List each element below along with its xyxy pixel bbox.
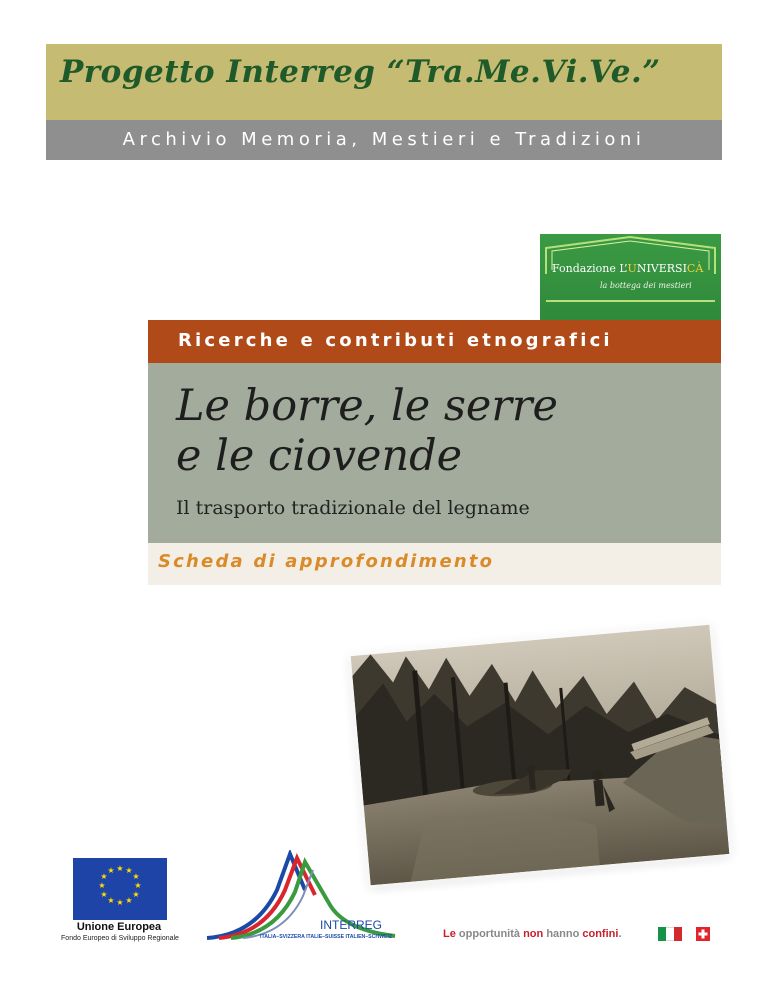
svg-text:★: ★ xyxy=(100,890,108,899)
svg-text:★: ★ xyxy=(98,881,106,890)
fondazione-tagline: la bottega dei mestieri xyxy=(600,281,692,290)
swiss-flag-icon xyxy=(696,927,710,941)
fondazione-logo xyxy=(540,234,721,320)
document-title-line1: Le borre, le serre xyxy=(176,381,558,431)
svg-text:★: ★ xyxy=(125,896,133,905)
subheader-band xyxy=(46,120,722,160)
document-title-line2: e le ciovende xyxy=(176,431,463,481)
italy-flag-icon xyxy=(658,927,682,941)
svg-text:★: ★ xyxy=(125,866,133,875)
svg-text:★: ★ xyxy=(134,881,142,890)
historic-photo xyxy=(351,625,730,886)
svg-text:★: ★ xyxy=(107,866,115,875)
note-label: Scheda di approfondimento xyxy=(158,551,495,572)
interreg-wordmark: INTERREG xyxy=(320,918,383,932)
eu-title: Unione Europea xyxy=(76,921,162,933)
eu-flag-icon xyxy=(73,858,167,920)
svg-text:★: ★ xyxy=(107,896,115,905)
svg-text:★: ★ xyxy=(132,890,140,899)
note-band xyxy=(148,543,721,585)
archive-subtitle: Archivio Memoria, Mestieri e Tradizioni xyxy=(122,129,646,150)
fondazione-name: Fondazione L’UNIVERSICÀ xyxy=(552,262,704,275)
historic-photo-frame xyxy=(360,640,720,870)
document-title xyxy=(176,381,716,481)
svg-text:★: ★ xyxy=(100,872,108,881)
section-band xyxy=(148,320,721,363)
eu-subtitle: Fondo Europeo di Sviluppo Regionale xyxy=(61,935,179,942)
svg-text:★: ★ xyxy=(116,864,124,873)
section-label: Ricerche e contributi etnografici xyxy=(178,330,613,351)
document-subtitle: Il trasporto tradizionale del legname xyxy=(176,497,530,519)
forest-scene-image xyxy=(351,625,730,886)
svg-text:★: ★ xyxy=(116,898,124,907)
slogan: Le opportunità non hanno confini. xyxy=(443,928,622,940)
header-band xyxy=(46,44,722,120)
project-title: Progetto Interreg “Tra.Me.Vi.Ve.” xyxy=(60,54,661,90)
svg-text:★: ★ xyxy=(132,872,140,881)
interreg-countries: ITALIA–SVIZZERA ITALIE–SUISSE ITALIEN–SCHWEIZ xyxy=(260,934,393,940)
fondazione-logo-icon xyxy=(540,234,721,320)
title-panel xyxy=(148,363,721,543)
